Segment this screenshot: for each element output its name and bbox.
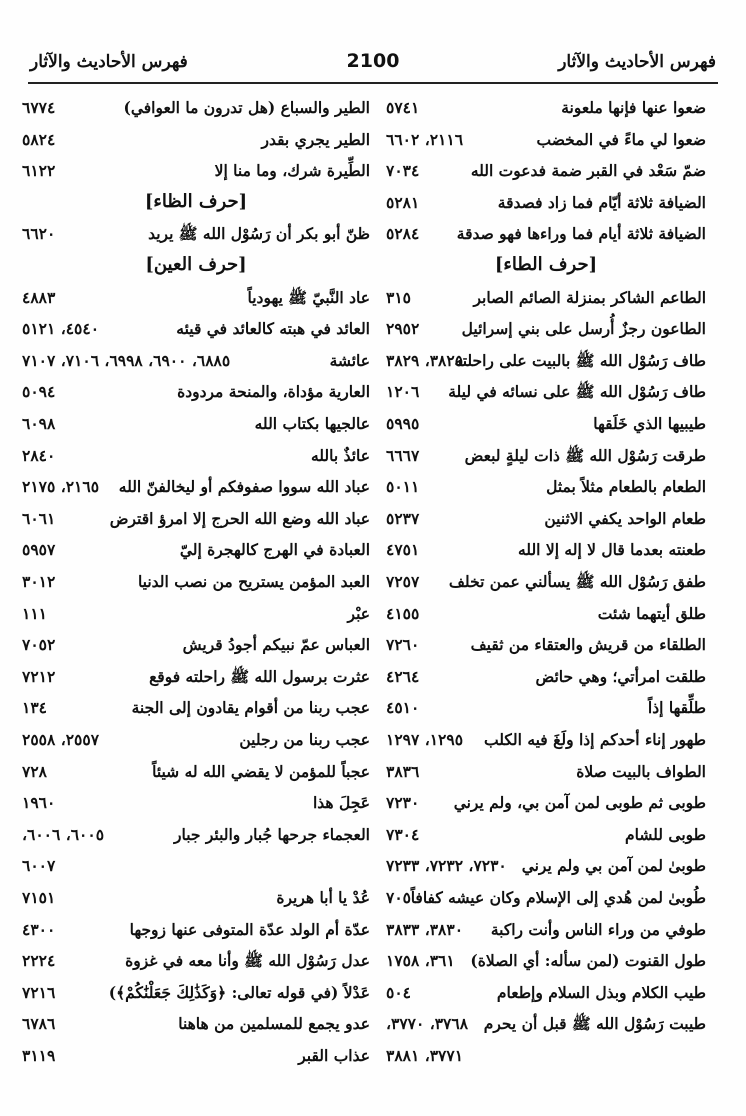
entry-reference-numbers: ٧٠٥ (386, 888, 411, 907)
entry-text: طوبى للشام (625, 824, 706, 844)
index-entry (22, 157, 370, 187)
entry-reference-numbers: ١١١ (22, 603, 47, 623)
entry-reference-numbers: ٢٥٥٧، ٢٥٥٨ (22, 730, 100, 749)
index-entry (386, 189, 706, 219)
entry-reference-numbers: ٢٩٥٢ (386, 319, 420, 339)
index-entry (22, 568, 370, 598)
entry-reference-numbers: ٧٠٣٤ (386, 161, 420, 181)
index-entry (22, 947, 370, 977)
index-entry (22, 852, 370, 882)
entry-text: الطواف بالبيت صلاة (576, 761, 706, 781)
entry-reference-numbers: ٣٦١، ١٧٥٨ (386, 951, 455, 971)
entry-text: الطلقاء من قريش والعتقاء من ثقيف (470, 635, 706, 655)
index-entry (22, 220, 370, 250)
entry-text: طيبيها الذي خَلَقها (593, 414, 706, 433)
index-entry (22, 884, 370, 914)
entry-reference-numbers: ٧٢٣٠ (386, 793, 420, 813)
entry-reference-numbers: ١٣٤ (22, 698, 47, 718)
entry-text: طرقت رَسُوْل الله ﷺ ذات ليلةٍ لبعض (464, 445, 706, 465)
entry-text: عبْر (347, 603, 370, 623)
index-entry (22, 663, 370, 693)
entry-text: العبد المؤمن يستريح من نصب الدنيا (137, 572, 370, 591)
entry-text: طهور إناء أحدكم إذا ولَغَ فيه الكلب (483, 730, 706, 749)
index-entry (386, 663, 706, 693)
entry-reference-numbers: ٣٧٧١، ٣٨٨١ (386, 1046, 464, 1065)
section-heading (386, 252, 706, 282)
index-entry (22, 347, 370, 377)
entry-text: طفق رَسُوْل الله ﷺ يسألني عمن تخلف (448, 572, 706, 591)
entry-reference-numbers: ٦٦٢٠ (22, 224, 56, 244)
index-entry (22, 315, 370, 345)
index-entry (22, 758, 370, 788)
index-entry (386, 505, 706, 535)
entry-text: عدّة أم الولد عدّة المتوفى عنها زوجها (129, 919, 370, 939)
entry-reference-numbers: ٧٢٣٠، ٧٢٣٢، ٧٢٣٣ (386, 856, 507, 876)
entry-text: العائد في هبته كالعائد في قيئه (176, 319, 370, 339)
entry-reference-numbers: ٥٩٩٥ (386, 414, 420, 433)
entry-text: عَجِلَ هذا (312, 793, 370, 813)
entry-reference-numbers: ٣٨٣٦ (386, 761, 420, 781)
entry-reference-numbers: ٥٢٣٧ (386, 508, 420, 528)
entry-reference-numbers: ٢٢٢٤ (22, 951, 56, 971)
index-entry (22, 916, 370, 946)
entry-text: الطاعون رجزٌ أُرسل على بني إسرائيل (461, 319, 706, 339)
entry-reference-numbers: ٧٢٥٧ (386, 572, 420, 591)
index-entry (386, 378, 706, 408)
index-entry (386, 726, 706, 756)
entry-text: ظنّ أبو بكر أن رَسُوْل الله ﷺ يريد (148, 224, 370, 244)
entry-text: عائذٌ بالله (310, 445, 370, 465)
entry-text: عباد الله وضع الله الحرج إلا امرؤ اقترض (109, 508, 370, 528)
index-entry (22, 442, 370, 472)
index-entry (386, 126, 706, 156)
entry-reference-numbers: ٧٢١٦ (22, 982, 56, 1002)
index-entry (386, 884, 706, 914)
index-entry (22, 473, 370, 503)
index-entry (386, 536, 706, 566)
entry-text: عثرت برسول الله ﷺ راحلته فوقع (149, 666, 370, 686)
section-heading (22, 189, 370, 219)
entry-text: طول القنوت (لمن سأله: أي الصلاة) (470, 951, 706, 971)
index-entry (386, 220, 706, 250)
entry-text: الطعام بالطعام مثلاً بمثل (546, 477, 706, 497)
entry-text: طيبت رَسُوْل الله ﷺ قبل أن يحرم (483, 1014, 706, 1034)
section-heading (22, 252, 370, 282)
entry-text: عَدْلاً (في قوله تعالى: ﴿وَكَذَٰلِكَ جَعَلْنَٰكُمْ﴾) (108, 982, 370, 1002)
entry-text: الطير يجري بقدر (261, 129, 370, 149)
index-entry (22, 694, 370, 724)
entry-text: الطير والسباع (هل تدرون ما العوافي) (123, 98, 370, 117)
index-entry (22, 126, 370, 156)
entry-reference-numbers: ٥٩٥٧ (22, 540, 56, 560)
index-entry (386, 916, 706, 946)
entry-text: عائشة (329, 350, 370, 370)
index-entry (22, 536, 370, 566)
entry-reference-numbers: ٢٨٤٠ (22, 445, 56, 465)
entry-reference-numbers: ٣٨٣٠، ٣٨٣٣ (386, 919, 464, 939)
entry-text: عدو يجمع للمسلمين من هاهنا (178, 1014, 370, 1034)
index-entry (386, 1010, 706, 1040)
entry-reference-numbers: ٧٢٦٠ (386, 635, 420, 655)
entry-text: عجباً للمؤمن لا يقضي الله له شيئاً (152, 761, 370, 781)
entry-reference-numbers: ٥٠٩٤ (22, 382, 56, 402)
index-entry (22, 410, 370, 440)
entry-reference-numbers: ٦٨٨٥، ٦٩٠٠، ٦٩٩٨، ٧١٠٦، ٧١٠٧ (22, 350, 231, 370)
index-entry (22, 1042, 370, 1072)
index-entry (22, 979, 370, 1009)
entry-reference-numbers: ٧١٥١ (22, 888, 56, 907)
entry-reference-numbers: ٣٨٢٥، ٣٨٢٩ (386, 350, 464, 370)
section-heading-text: [حرف الطاء] (494, 254, 598, 275)
entry-reference-numbers: ٧٠٥٢ (22, 635, 56, 655)
index-entry (386, 473, 706, 503)
entry-reference-numbers: ٥٢٨١ (386, 192, 420, 212)
entry-text: طوبىٰ لمن آمن بي ولم يرني (521, 856, 706, 876)
index-entry (22, 600, 370, 630)
entry-text: طاف رَسُوْل الله ﷺ على نسائه في ليلة (448, 382, 706, 402)
entry-reference-numbers: ٦٠٠٧ (22, 856, 56, 876)
entry-reference-numbers: ٥٠٤ (386, 982, 411, 1002)
entry-reference-numbers: ٢١٦٥، ٢١٧٥ (22, 477, 100, 497)
index-entry (386, 94, 706, 124)
index-entry (22, 284, 370, 314)
index-entry (386, 821, 706, 851)
entry-text: العارية مؤداة، والمنحة مردودة (177, 382, 370, 402)
entry-reference-numbers: ٦١٢٢ (22, 161, 56, 181)
entry-reference-numbers: ٥٠١١ (386, 477, 420, 497)
entry-reference-numbers: ٧٢١٢ (22, 666, 56, 686)
entry-reference-numbers: ٦٦٦٧ (386, 445, 420, 465)
entry-text: عذاب القبر (298, 1046, 370, 1065)
index-entry (386, 410, 706, 440)
entry-text: عالجيها بكتاب الله (254, 414, 370, 433)
index-entry (386, 568, 706, 598)
index-entry (386, 947, 706, 977)
entry-reference-numbers: ٥٢٨٤ (386, 224, 420, 244)
entry-reference-numbers: ٤٧٥١ (386, 540, 420, 560)
index-entry (386, 694, 706, 724)
entry-reference-numbers: ٣٧٦٨، ٣٧٧٠، (386, 1014, 469, 1034)
entry-text: طعنته بعدما قال لا إله إلا الله (518, 540, 706, 560)
entry-reference-numbers: ٤٨٨٣ (22, 287, 56, 307)
entry-text: طلِّقها إذاً (647, 698, 706, 718)
page-number: 2100 (346, 50, 400, 72)
index-entry (386, 315, 706, 345)
entry-text: طُوبىٰ لمن هُدي إلى الإسلام وكان عيشه كفافاً (410, 888, 706, 907)
entry-text: طاف رَسُوْل الله ﷺ بالبيت على راحلته (454, 350, 706, 370)
index-entry (386, 1042, 706, 1072)
entry-text: عباد الله سووا صفوفكم أو ليخالفنّ الله (118, 477, 370, 497)
entry-text: عدل رَسُوْل الله ﷺ وأنا معه في غزوة (125, 951, 370, 971)
header-rule (28, 82, 718, 84)
index-entry (386, 347, 706, 377)
entry-reference-numbers: ١٢٠٦ (386, 382, 420, 402)
index-entry (386, 631, 706, 661)
entry-text: العبادة في الهرج كالهجرة إليّ (179, 540, 370, 560)
entry-text: العجماء جرحها جُبار والبئر جبار (173, 824, 370, 844)
entry-reference-numbers: ٣١٥ (386, 287, 411, 307)
running-header-left: فهرس الأحاديث والآثار (30, 52, 188, 72)
entry-text: طيب الكلام وبذل السلام وإطعام (496, 982, 706, 1002)
entry-text: عجب ربنا من أقوام يقادون إلى الجنة (131, 698, 370, 718)
entry-text: ضعوا عنها فإنها ملعونة (561, 98, 706, 117)
entry-reference-numbers: ٤١٥٥ (386, 603, 420, 623)
entry-reference-numbers: ٤٥٤٠، ٥١٢١ (22, 319, 100, 339)
entry-reference-numbers: ٦٠٦١ (22, 508, 56, 528)
entry-text: الطِّيرة شرك، وما منا إلا (214, 161, 370, 181)
index-entry (386, 758, 706, 788)
entry-text: طوفي من وراء الناس وأنت راكبة (490, 919, 706, 939)
entry-reference-numbers: ٣١١٩ (22, 1046, 56, 1065)
entry-reference-numbers: ٥٨٢٤ (22, 129, 56, 149)
entry-reference-numbers: ٦٧٧٤ (22, 98, 56, 117)
entry-reference-numbers: ٧٢٨ (22, 761, 47, 781)
index-entry (386, 852, 706, 882)
entry-text: عاد النَّبيّ ﷺ يهودياً (247, 287, 370, 307)
index-entry (22, 631, 370, 661)
index-entry (386, 789, 706, 819)
entry-reference-numbers: ٣٠١٢ (22, 572, 56, 591)
running-header-right: فهرس الأحاديث والآثار (558, 52, 716, 72)
index-entry (386, 284, 706, 314)
entry-reference-numbers: ٢١١٦، ٦٦٠٢ (386, 129, 464, 149)
index-entry (386, 157, 706, 187)
index-entry (386, 600, 706, 630)
entry-text: ضعوا لي ماءً في المخضب (536, 129, 706, 149)
entry-text: طلق أيتهما شئت (597, 603, 706, 623)
index-entry (22, 821, 370, 851)
entry-reference-numbers: ٦٧٨٦ (22, 1014, 56, 1034)
index-entry (386, 979, 706, 1009)
entry-reference-numbers: ١٢٩٥، ١٢٩٧ (386, 730, 464, 749)
index-entry (22, 726, 370, 756)
entry-text: طلقت امرأتي؛ وهي حائض (535, 666, 706, 686)
entry-text: الطاعم الشاكر بمنزلة الصائم الصابر (473, 287, 706, 307)
index-entry (386, 442, 706, 472)
entry-reference-numbers: ٦٠٠٥، ٦٠٠٦، (22, 824, 105, 844)
index-entry (22, 378, 370, 408)
index-entry (22, 1010, 370, 1040)
entry-reference-numbers: ٤٢٦٤ (386, 666, 420, 686)
section-heading-text: [حرف العين] (145, 254, 247, 275)
entry-text: عُدْ يا أبا هريرة (276, 888, 370, 907)
entry-text: ضمّ سَعْد في القبر ضمة فدعوت الله (470, 161, 706, 181)
index-entry (22, 789, 370, 819)
entry-text: الضيافة ثلاثة أيّام فما زاد فصدقة (497, 192, 706, 212)
entry-reference-numbers: ١٩٦٠ (22, 793, 56, 813)
entry-text: الضيافة ثلاثة أيام فما وراءها فهو صدقة (456, 224, 706, 244)
section-heading-text: [حرف الظاء] (144, 190, 248, 212)
index-entry (22, 505, 370, 535)
entry-reference-numbers: ٧٣٠٤ (386, 824, 420, 844)
entry-text: طعام الواحد يكفي الاثنين (544, 508, 706, 528)
entry-reference-numbers: ٤٥١٠ (386, 698, 420, 718)
entry-reference-numbers: ٤٣٠٠ (22, 919, 56, 939)
entry-text: طوبى ثم طوبى لمن آمن بي، ولم يرني (453, 793, 706, 813)
entry-text: عجب ربنا من رجلين (239, 730, 370, 749)
entry-text: العباس عمّ نبيكم أجودُ قريش (182, 635, 370, 655)
entry-reference-numbers: ٦٠٩٨ (22, 414, 56, 433)
entry-reference-numbers: ٥٧٤١ (386, 98, 420, 117)
index-entry (22, 94, 370, 124)
